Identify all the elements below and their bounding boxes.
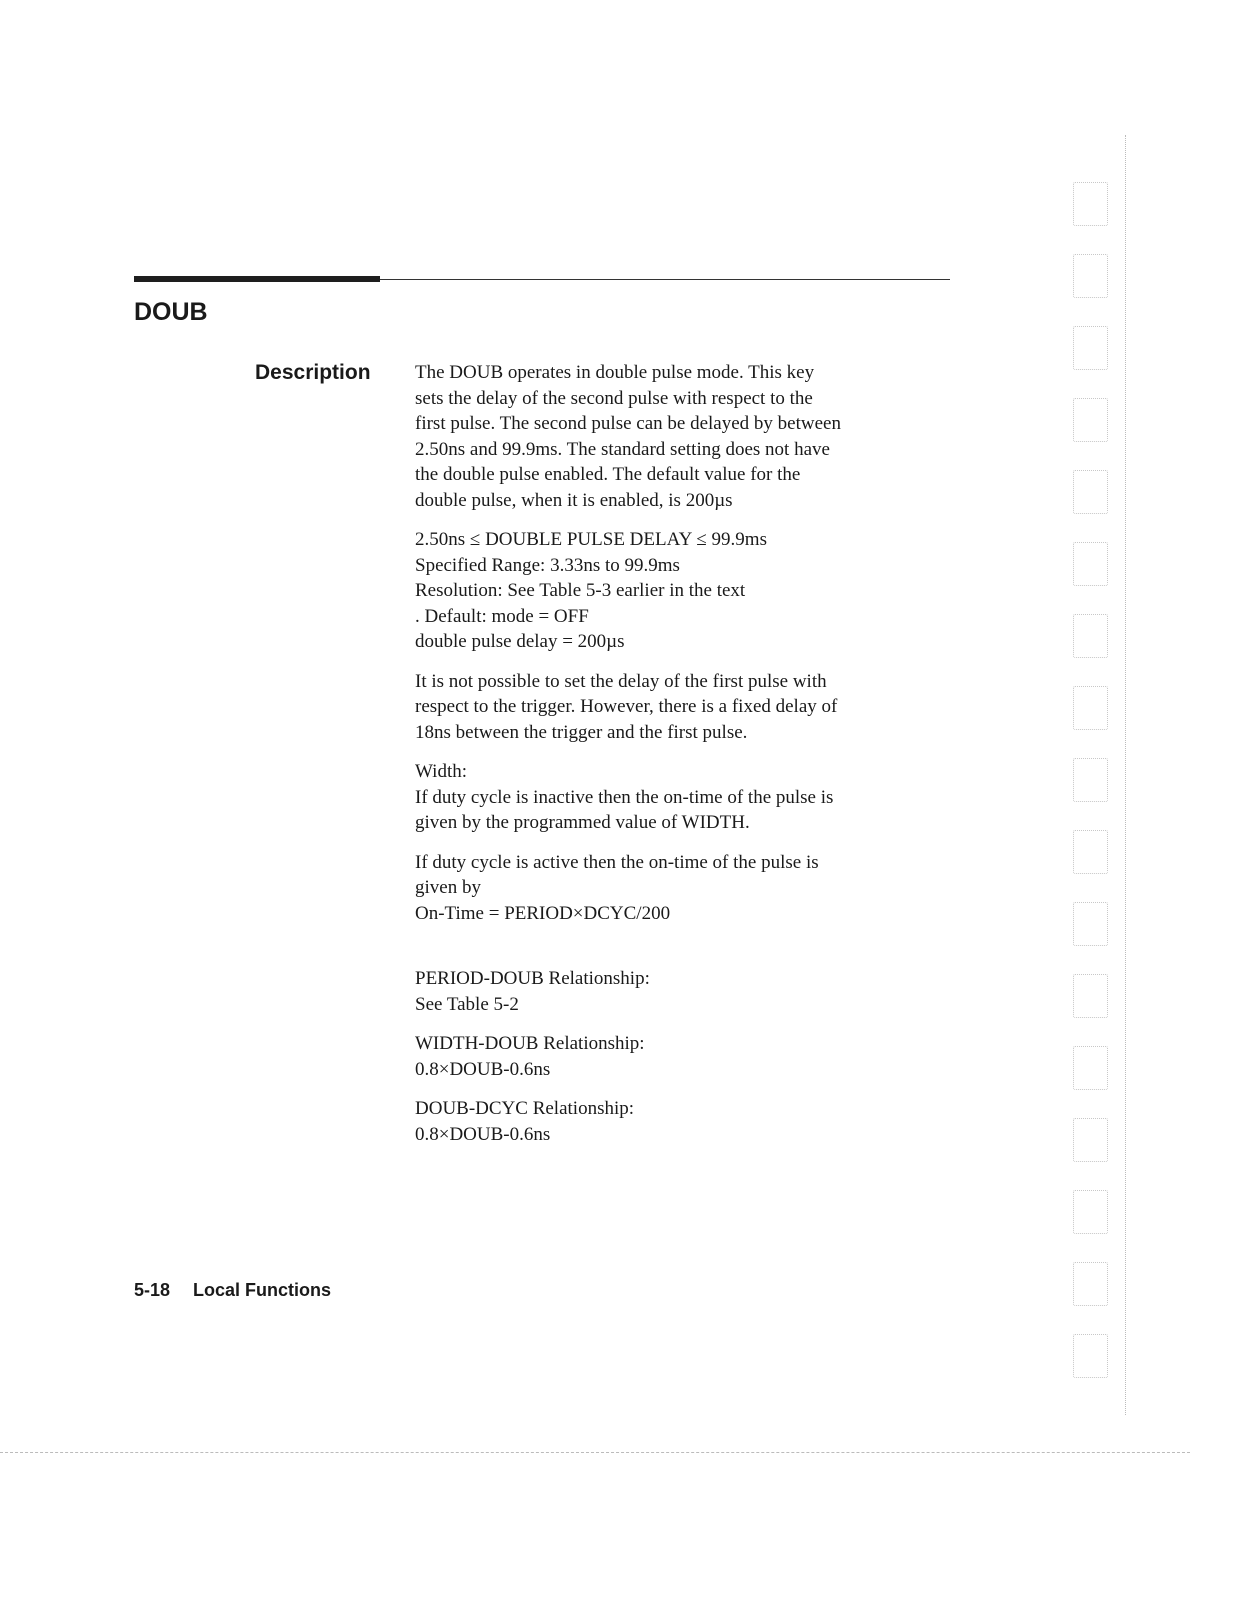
- binding-tab: [1073, 254, 1108, 298]
- binding-tab: [1073, 1190, 1108, 1234]
- paragraph-width-doub: [415, 1031, 955, 1082]
- text-line: . Default: mode = OFF: [415, 605, 589, 627]
- text-line: See Table 5-2: [415, 993, 519, 1015]
- paragraph-width: [415, 759, 955, 836]
- binding-tab: [1073, 398, 1108, 442]
- text-line: Resolution: See Table 5-3 earlier in the text: [415, 580, 746, 601]
- text-line: If duty cycle is active then the on-time of the pulse is: [415, 851, 819, 873]
- paragraph-doub-dcyc: [415, 1096, 955, 1147]
- binding-tab: [1073, 1118, 1108, 1162]
- binding-tab: [1073, 902, 1108, 946]
- bottom-edge-line: [0, 1452, 1190, 1453]
- binding-tab: [1073, 1334, 1108, 1378]
- text-line: the double pulse enabled. The default value for the: [415, 464, 801, 485]
- binding-tab: [1073, 182, 1108, 226]
- text-line: 18ns between the trigger and the first pulse.: [415, 721, 748, 743]
- text-line: It is not possible to set the delay of the first pulse with: [415, 670, 827, 692]
- paragraph-range: [415, 527, 955, 655]
- text-line: Specified Range: 3.33ns to 99.9ms: [415, 554, 680, 576]
- binding-margin-line: [1125, 135, 1126, 1415]
- binding-tab: [1073, 1262, 1108, 1306]
- binding-tab: [1073, 470, 1108, 514]
- spacer: [415, 940, 955, 966]
- header-rule-thick: [134, 276, 380, 282]
- text-line: 2.50ns and 99.9ms. The standard setting does not have: [415, 438, 830, 460]
- text-line: given by the programmed value of WIDTH.: [415, 812, 750, 833]
- page-footer: [134, 1280, 331, 1301]
- text-line: double pulse, when it is enabled, is 200µs: [415, 489, 733, 511]
- text-line: On-Time = PERIOD×DCYC/200: [415, 902, 671, 924]
- text-line: Width:: [415, 761, 468, 782]
- text-line: sets the delay of the second pulse with respect to the: [415, 387, 813, 409]
- text-line: given by: [415, 877, 481, 898]
- section-title: DOUB: [134, 298, 208, 326]
- paragraph-period-doub: [415, 966, 955, 1017]
- text-line: double pulse delay = 200µs: [415, 631, 625, 652]
- binding-tab: [1073, 326, 1108, 370]
- binding-tab: [1073, 758, 1108, 802]
- text-line: The DOUB operates in double pulse mode. This key: [415, 362, 815, 383]
- binding-tab: [1073, 542, 1108, 586]
- paragraph-intro: [415, 360, 955, 513]
- description-label: Description: [255, 361, 371, 384]
- chapter-title: Local Functions: [193, 1280, 332, 1300]
- header-rule-thin: [380, 279, 950, 280]
- binding-tab: [1073, 974, 1108, 1018]
- text-line: respect to the trigger. However, there is a fixed delay of: [415, 696, 838, 717]
- text-line: 2.50ns ≤ DOUBLE PULSE DELAY ≤ 99.9ms: [415, 529, 767, 550]
- text-line: first pulse. The second pulse can be delayed by between: [415, 413, 841, 434]
- text-line: 0.8×DOUB-0.6ns: [415, 1058, 551, 1080]
- text-line: WIDTH-DOUB Relationship:: [415, 1033, 645, 1054]
- binding-tab: [1073, 1046, 1108, 1090]
- binding-tab: [1073, 830, 1108, 874]
- text-line: 0.8×DOUB-0.6ns: [415, 1123, 551, 1145]
- text-line: PERIOD-DOUB Relationship:: [415, 968, 650, 989]
- paragraph-duty-cycle: [415, 850, 955, 927]
- description-body: [415, 360, 955, 1161]
- binding-tab: [1073, 614, 1108, 658]
- page-number: 5-18: [134, 1280, 171, 1300]
- binding-tab: [1073, 686, 1108, 730]
- text-line: If duty cycle is inactive then the on-time of the pulse is: [415, 786, 834, 808]
- text-line: DOUB-DCYC Relationship:: [415, 1098, 635, 1119]
- paragraph-trigger-delay: [415, 669, 955, 746]
